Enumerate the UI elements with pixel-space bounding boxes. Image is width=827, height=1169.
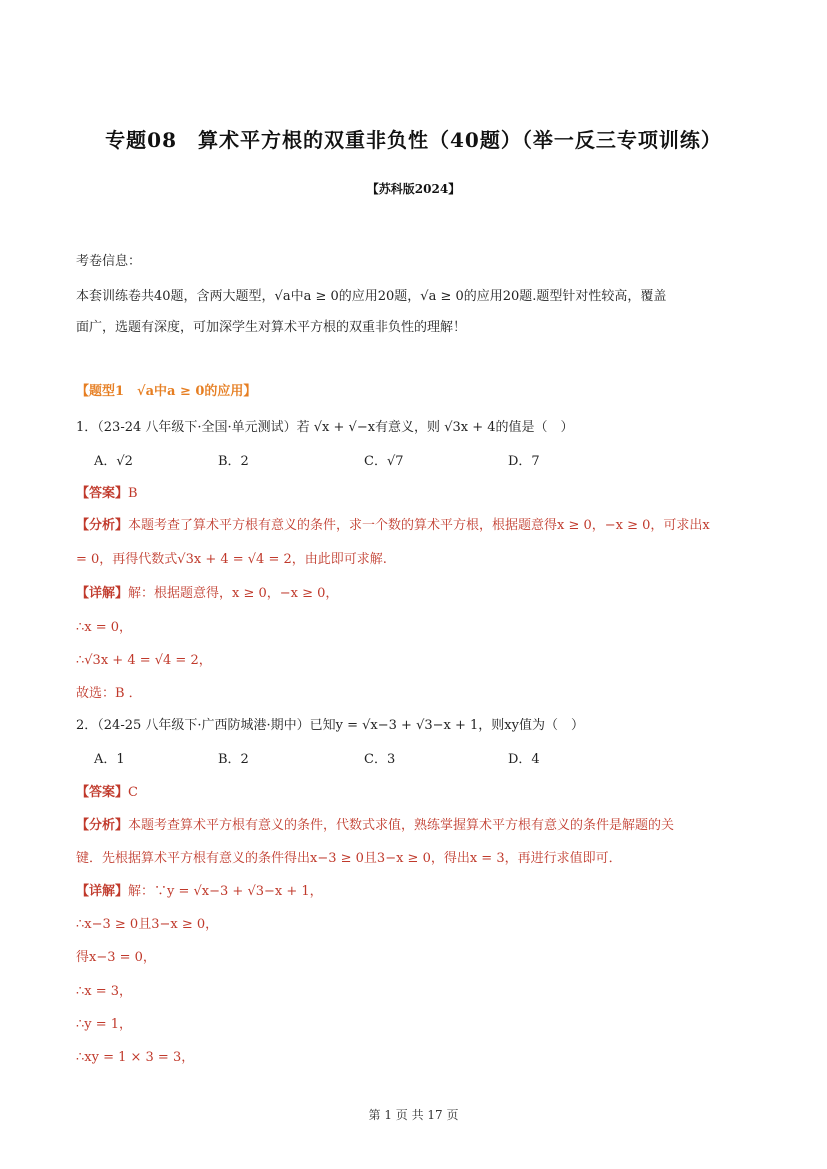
page-title: 专题08 算术平方根的双重非负性（40题）（举一反三专项训练） — [105, 128, 722, 152]
q1-answer — [76, 484, 756, 504]
q2-analysis-line-2: 键．先根据算术平方根有意义的条件得出x−3 ≥ 0且3−x ≥ 0，得出x = 3，再进行求值即可． — [76, 851, 622, 866]
q1-option-c: C．√7 — [364, 454, 404, 469]
q1-analysis-line-2: = 0，再得代数式√3x + 4 = √4 = 2，由此即可求解. — [76, 552, 387, 567]
q1-detail-line-3: ∴√3x + 4 = √4 = 2， — [76, 653, 212, 668]
page-footer: 第 1 页 共 17 页 — [368, 1108, 459, 1122]
q1-analysis-tag: 【分析】 — [76, 518, 129, 533]
section-heading-type1: 【题型1 √a中a ≥ 0的应用】 — [76, 384, 257, 399]
info-line-2: 面广，选题有深度，可加深学生对算术平方根的双重非负性的理解！ — [76, 320, 467, 335]
q2-option-a: A．1 — [94, 752, 125, 767]
q2-detail-line-5: ∴y = 1， — [76, 1017, 133, 1032]
q2-detail-line-1 — [76, 882, 756, 902]
q1-detail-tag: 【详解】 — [76, 586, 129, 601]
q2-answer-tag: 【答案】 — [76, 785, 129, 800]
edition-label: 【苏科版2024】 — [366, 182, 461, 196]
q2-detail-line-3: 得x−3 = 0， — [76, 950, 156, 965]
q1-answer-value: B — [128, 486, 138, 501]
q1-option-b: B．2 — [218, 454, 249, 469]
q2-option-b: B．2 — [218, 752, 249, 767]
q2-analysis-line-1 — [76, 816, 756, 836]
info-label: 考卷信息： — [76, 254, 142, 269]
q1-option-a: A．√2 — [94, 454, 133, 469]
q1-detail-text-1: 解：根据题意得，x ≥ 0，−x ≥ 0， — [128, 586, 339, 601]
q2-option-c: C．3 — [364, 752, 396, 767]
q2-answer — [76, 783, 756, 803]
q2-detail-tag: 【详解】 — [76, 884, 129, 899]
q1-detail-line-4: 故选：B ． — [76, 686, 142, 701]
q1-stem: 1．（23-24 八年级下·全国·单元测试）若 √x + √−x有意义，则 √3x + 4的值是（ ） — [76, 420, 574, 435]
info-line-1: 本套训练卷共40题，含两大题型，√a中a ≥ 0的应用20题，√a ≥ 0的应用20题.题型针对性较高，覆盖 — [76, 289, 667, 304]
q2-stem: 2．（24-25 八年级下·广西防城港·期中）已知y = √x−3 + √3−x + 1，则xy值为（ ） — [76, 718, 584, 733]
q2-option-d: D．4 — [508, 752, 540, 767]
q2-answer-value: C — [128, 785, 138, 800]
q1-answer-tag: 【答案】 — [76, 486, 129, 501]
q1-analysis-line-1 — [76, 516, 756, 536]
q2-detail-line-2: ∴x−3 ≥ 0且3−x ≥ 0， — [76, 917, 219, 932]
q1-analysis-text-1: 本题考查了算术平方根有意义的条件，求一个数的算术平方根，根据题意得x ≥ 0，−x ≥ 0，可求出x — [128, 518, 710, 533]
q1-detail-line-1 — [76, 584, 756, 604]
q2-analysis-tag: 【分析】 — [76, 818, 129, 833]
q1-option-d: D．7 — [508, 454, 540, 469]
q2-detail-line-4: ∴x = 3， — [76, 984, 133, 999]
q2-detail-text-1: 解：∵y = √x−3 + √3−x + 1， — [128, 884, 323, 899]
q1-detail-line-2: ∴x = 0， — [76, 620, 133, 635]
q2-analysis-text-1: 本题考查算术平方根有意义的条件，代数式求值，熟练掌握算术平方根有意义的条件是解题的关 — [128, 818, 675, 833]
q2-detail-line-6: ∴xy = 1 × 3 = 3， — [76, 1050, 195, 1065]
